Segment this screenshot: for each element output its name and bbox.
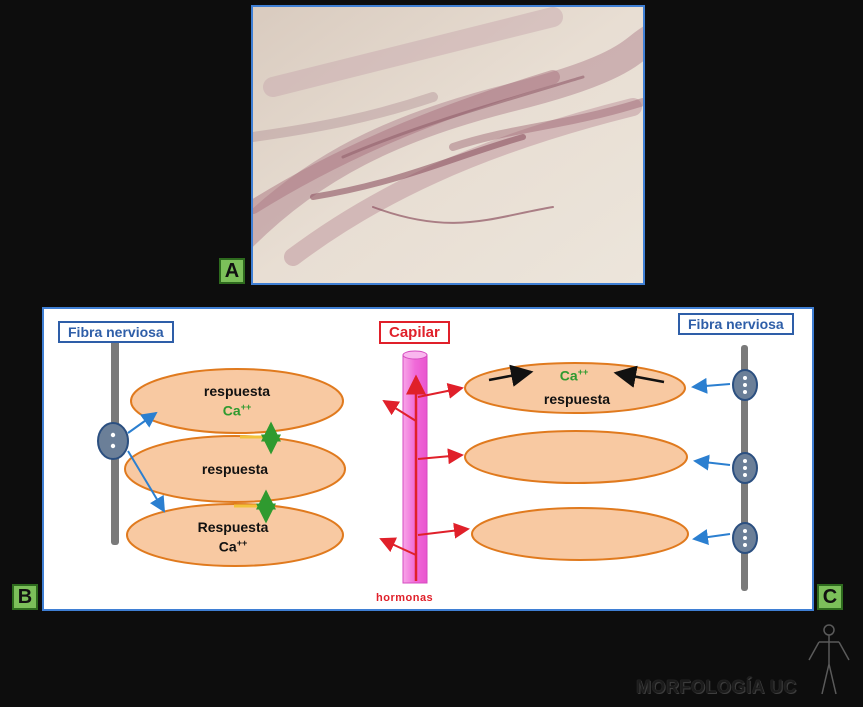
capillary-label: Capilar — [379, 321, 450, 344]
right-top-calcium: Ca++ — [559, 367, 589, 384]
micrograph-panel-a — [251, 5, 645, 285]
left-top-cell-text — [197, 383, 277, 419]
left-nerve-terminal — [98, 423, 128, 459]
right-cell-bottom — [472, 508, 688, 560]
micrograph-image — [253, 7, 643, 283]
left-top-calcium: Ca++ — [222, 402, 252, 419]
right-cell-middle — [465, 431, 687, 483]
panel-b-tag: B — [12, 584, 38, 610]
left-nerve-label: Fibra nerviosa — [58, 321, 174, 343]
hormones-label: hormonas — [376, 592, 434, 604]
right-top-response: respuesta — [543, 391, 611, 407]
left-top-response: respuesta — [203, 383, 271, 399]
logo-text: MORFOLOGÍA UC — [636, 677, 797, 697]
panel-c-tag: C — [817, 584, 843, 610]
left-middle-response: respuesta — [201, 461, 269, 477]
left-bottom-cell-text — [190, 519, 276, 555]
left-bottom-calcium: Ca++ — [218, 538, 248, 555]
left-bottom-response: Respuesta — [197, 519, 269, 535]
right-nerve-label: Fibra nerviosa — [678, 313, 794, 335]
diagram-drawing — [44, 309, 812, 609]
panel-a-tag: A — [219, 258, 245, 284]
human-figure-icon — [804, 622, 854, 697]
diagram-panel — [42, 307, 814, 611]
